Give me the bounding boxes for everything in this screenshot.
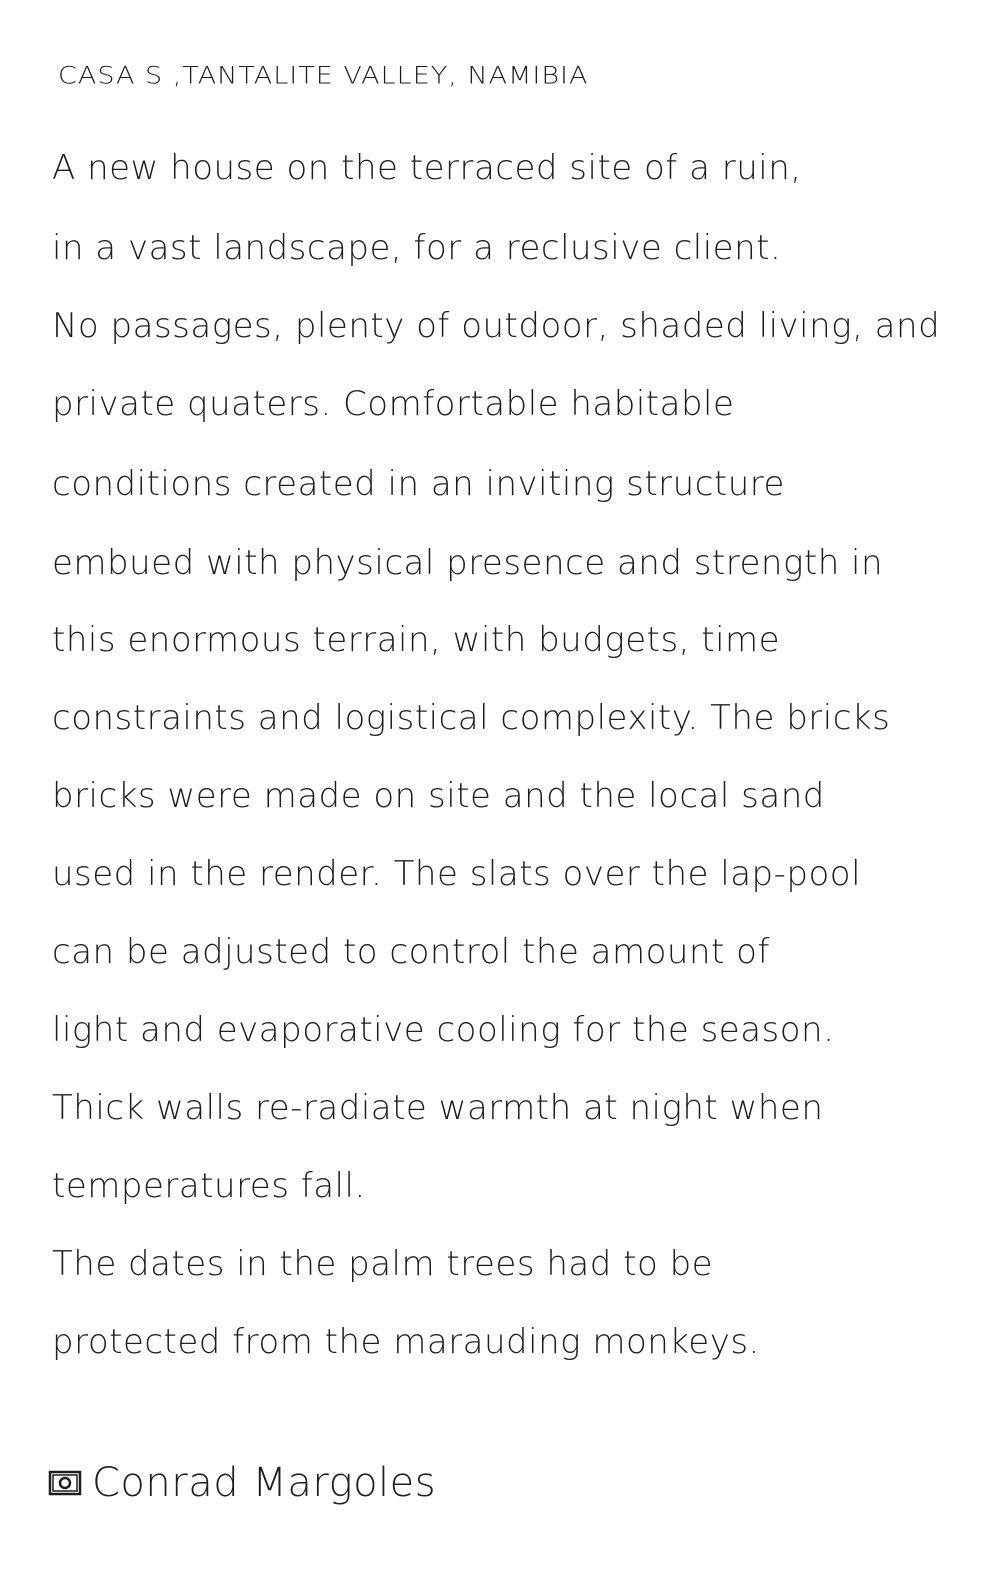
text-line-8: constraints and logistical complexity. The bricks [52, 698, 891, 738]
text-line-10: used in the render. The slats over the lap-pool [52, 854, 862, 894]
text-line-13: Thick walls re-radiate warmth at night when [52, 1088, 824, 1128]
text-line-15: The dates in the palm trees had to be [52, 1244, 714, 1284]
text-line-11: can be adjusted to control the amount of [52, 932, 770, 972]
text-line-1: A new house on the terraced site of a ruin, [52, 148, 802, 188]
photo-credit [48, 1458, 436, 1508]
text-line-9: bricks were made on site and the local sand [52, 776, 825, 816]
text-line-5: conditions created in an inviting structure [52, 464, 785, 504]
text-line-6: embued with physical presence and strength in [52, 543, 884, 583]
camera-icon [48, 1466, 82, 1500]
text-line-14: temperatures fall. [52, 1166, 366, 1206]
photographer-name: Conrad Margoles [92, 1460, 437, 1506]
text-line-12: light and evaporative cooling for the season. [52, 1010, 835, 1050]
text-line-3: No passages, plenty of outdoor, shaded living, and [52, 306, 941, 346]
note-heading: CASA S ,TANTALITE VALLEY, NAMIBIA [58, 62, 589, 90]
text-line-4: private quaters. Comfortable habitable [52, 384, 735, 424]
text-line-2: in a vast landscape, for a reclusive client. [52, 228, 782, 268]
text-line-7: this enormous terrain, with budgets, time [52, 620, 781, 660]
text-line-16: protected from the marauding monkeys. [52, 1322, 760, 1362]
